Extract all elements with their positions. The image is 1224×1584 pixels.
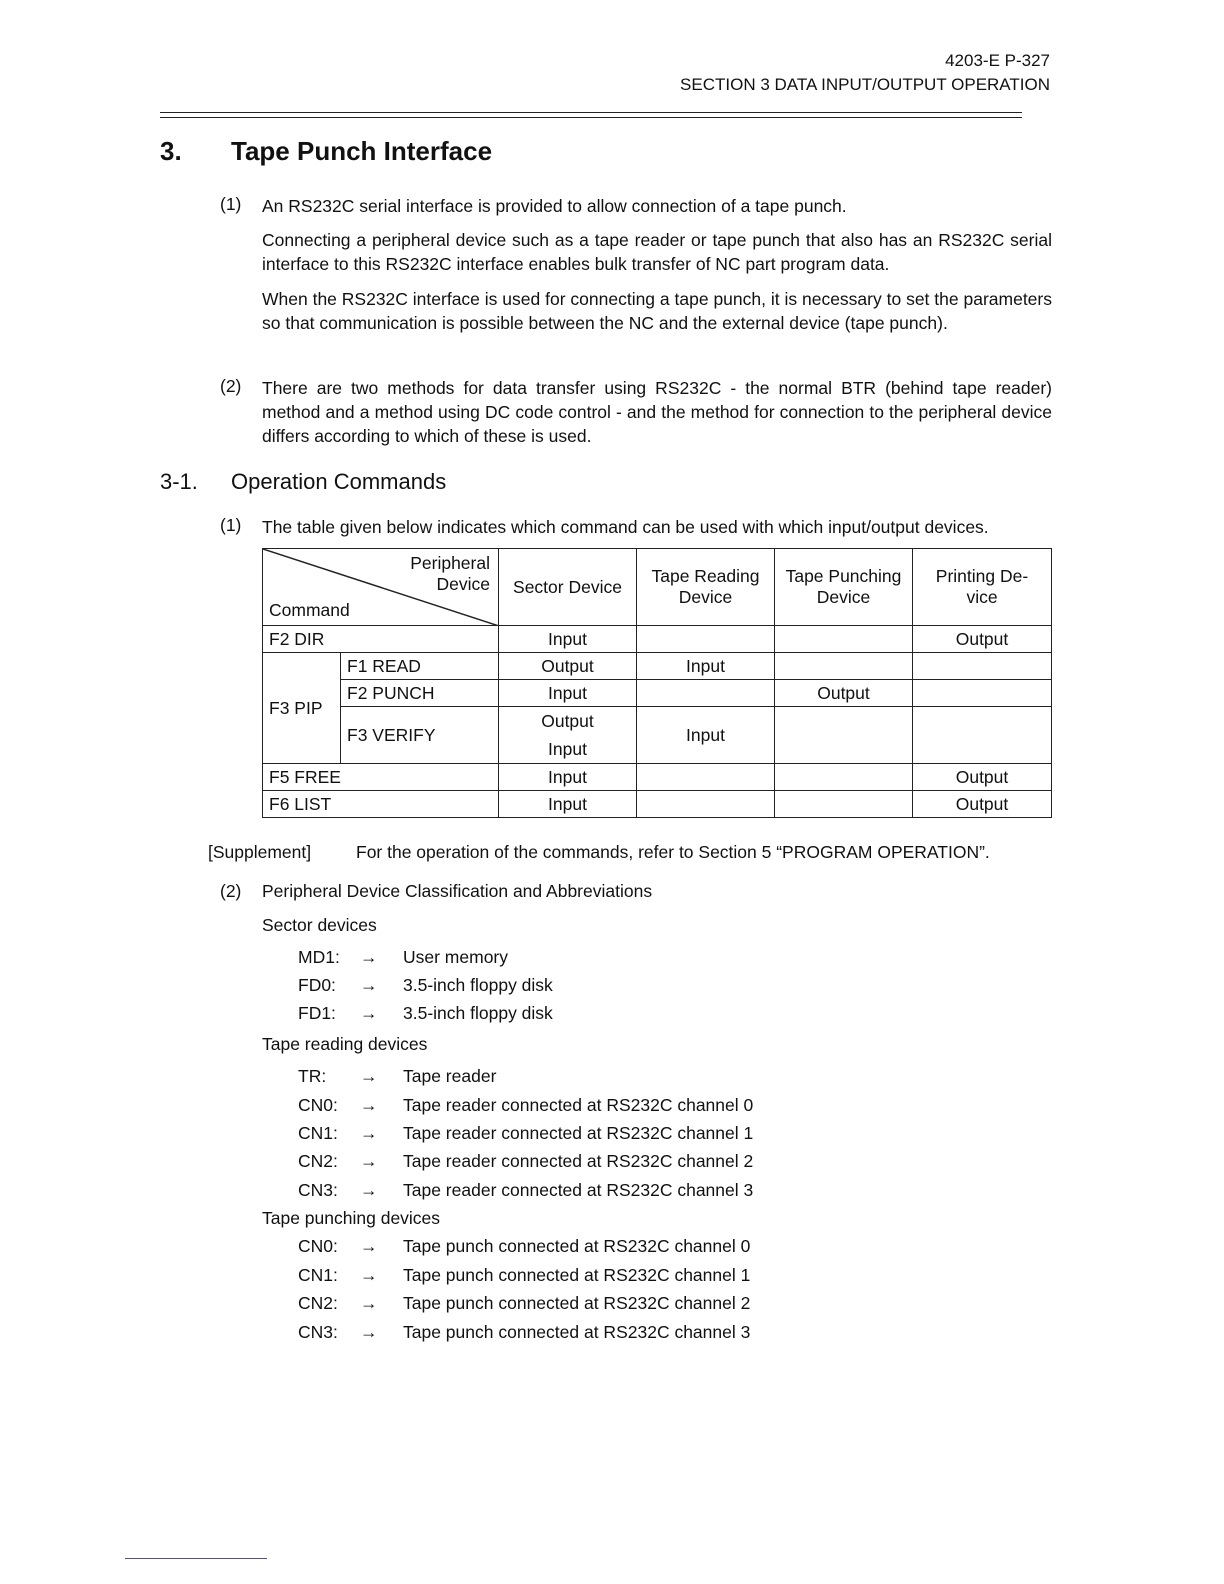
cell: Output — [499, 653, 637, 680]
arrow-icon: → — [360, 1265, 378, 1285]
arrow-icon: → — [360, 1123, 378, 1143]
device-code: CN0: — [298, 1095, 338, 1115]
cell — [775, 653, 913, 680]
footer-rule — [125, 1558, 267, 1559]
cell — [499, 707, 637, 764]
cell: Output — [775, 680, 913, 707]
table-intro: The table given below indicates which command can be used with which input/output devices. — [262, 517, 989, 537]
column-header: Sector Device — [499, 549, 637, 626]
cell — [913, 680, 1052, 707]
table-header-row — [263, 549, 1052, 626]
cell — [913, 707, 1052, 764]
arrow-icon: → — [360, 1151, 378, 1171]
cell: Input — [499, 680, 637, 707]
header-rule-top — [160, 112, 1022, 113]
cell: Input — [499, 791, 637, 818]
section-number: 3. — [160, 136, 182, 166]
arrow-icon: → — [360, 1003, 378, 1023]
device-description: 3.5-inch floppy disk — [403, 1003, 553, 1023]
cell: Input — [637, 707, 775, 764]
section-title: Tape Punch Interface — [231, 136, 493, 166]
subsection-number: 3-1. — [160, 469, 198, 494]
command-group-cell: F3 PIP — [263, 653, 341, 764]
device-description: Tape reader connected at RS232C channel 1 — [403, 1123, 754, 1143]
device-description: Tape punch connected at RS232C channel 3 — [403, 1322, 751, 1342]
paragraph: When the RS232C interface is used for connecting a tape punch, it is necessary to set the parameters so that communication is possible between the NC and the external device (tape punch). — [262, 289, 1052, 333]
arrow-icon: → — [360, 1066, 378, 1086]
cell — [637, 764, 775, 791]
cell — [637, 680, 775, 707]
device-description: Tape punch connected at RS232C channel 0 — [403, 1236, 751, 1256]
cell-line: Output — [541, 711, 594, 731]
table-row — [263, 791, 1052, 818]
column-header: Tape Punching Device — [775, 549, 913, 626]
device-code: CN2: — [298, 1293, 338, 1313]
cell — [775, 791, 913, 818]
arrow-icon: → — [360, 1236, 378, 1256]
paragraph: Connecting a peripheral device such as a tape reader or tape punch that also has an RS232C serial interface to this RS232C interface enables bulk transfer of NC part program data. — [262, 230, 1052, 274]
table-row — [263, 764, 1052, 791]
command-cell: F2 PUNCH — [341, 680, 499, 707]
device-description: Tape punch connected at RS232C channel 1 — [403, 1265, 751, 1285]
para-number: (2) — [220, 881, 242, 901]
paragraph: An RS232C serial interface is provided to allow connection of a tape punch. — [262, 196, 847, 216]
arrow-icon: → — [360, 1322, 378, 1342]
header-rule-bottom — [160, 117, 1022, 118]
cell: Input — [499, 764, 637, 791]
command-cell: F5 FREE — [263, 764, 499, 791]
cell: Input — [637, 653, 775, 680]
device-description: Tape reader connected at RS232C channel 2 — [403, 1151, 754, 1171]
cell — [775, 707, 913, 764]
supplement-label: [Supplement] — [208, 842, 312, 862]
corner-cell — [263, 549, 499, 626]
device-code: CN3: — [298, 1322, 338, 1342]
column-header: Tape Reading Device — [637, 549, 775, 626]
arrow-icon: → — [360, 975, 378, 995]
arrow-icon: → — [360, 1293, 378, 1313]
device-category-title: Tape reading devices — [262, 1034, 428, 1054]
table-row — [263, 680, 1052, 707]
device-code: CN2: — [298, 1151, 338, 1171]
cell-line: Input — [548, 739, 587, 759]
paragraph: There are two methods for data transfer using RS232C - the normal BTR (behind tape reader) method and a method using DC code control - and the method for connection to the peripheral device differs according to which of these is used. — [262, 378, 1052, 446]
device-category-title: Sector devices — [262, 915, 377, 935]
arrow-icon: → — [360, 947, 378, 967]
corner-bottom-label: Command — [269, 600, 350, 620]
supplement-text: For the operation of the commands, refer to Section 5 “PROGRAM OPERATION”. — [356, 842, 990, 862]
device-description: Tape punch connected at RS232C channel 2 — [403, 1293, 751, 1313]
command-device-table — [262, 548, 1052, 818]
cell — [637, 626, 775, 653]
cell — [775, 626, 913, 653]
cell — [637, 791, 775, 818]
arrow-icon: → — [360, 1180, 378, 1200]
cell: Input — [499, 626, 637, 653]
device-code: FD1: — [298, 1003, 336, 1023]
para-number: (2) — [220, 376, 242, 396]
device-code: CN1: — [298, 1265, 338, 1285]
command-cell: F1 READ — [341, 653, 499, 680]
device-description: 3.5-inch floppy disk — [403, 975, 553, 995]
device-code: FD0: — [298, 975, 336, 995]
cell: Output — [913, 791, 1052, 818]
subsection-title: Operation Commands — [231, 469, 447, 494]
table-row — [263, 707, 1052, 764]
device-description: User memory — [403, 947, 509, 967]
table-row — [263, 653, 1052, 680]
arrow-icon: → — [360, 1095, 378, 1115]
classification-title: Peripheral Device Classification and Abbreviations — [262, 881, 653, 901]
command-cell: F3 VERIFY — [341, 707, 499, 764]
device-code: CN1: — [298, 1123, 338, 1143]
cell — [913, 653, 1052, 680]
para-number: (1) — [220, 515, 242, 535]
device-description: Tape reader connected at RS232C channel 0 — [403, 1095, 754, 1115]
cell — [775, 764, 913, 791]
device-description: Tape reader — [403, 1066, 497, 1086]
device-code: CN3: — [298, 1180, 338, 1200]
device-category-title: Tape punching devices — [262, 1208, 441, 1228]
column-header: Printing De-vice — [913, 549, 1052, 626]
table-row — [263, 626, 1052, 653]
device-code: MD1: — [298, 947, 340, 967]
section-header: SECTION 3 DATA INPUT/OUTPUT OPERATION — [680, 75, 1050, 94]
cell: Output — [913, 764, 1052, 791]
document-id: 4203-E P-327 — [945, 51, 1050, 70]
cell: Output — [913, 626, 1052, 653]
device-code: TR: — [298, 1066, 327, 1086]
device-code: CN0: — [298, 1236, 338, 1256]
command-cell: F6 LIST — [263, 791, 499, 818]
para-number: (1) — [220, 194, 242, 214]
command-cell: F2 DIR — [263, 626, 499, 653]
corner-top-label: Peripheral Device — [410, 553, 490, 594]
device-description: Tape reader connected at RS232C channel 3 — [403, 1180, 754, 1200]
